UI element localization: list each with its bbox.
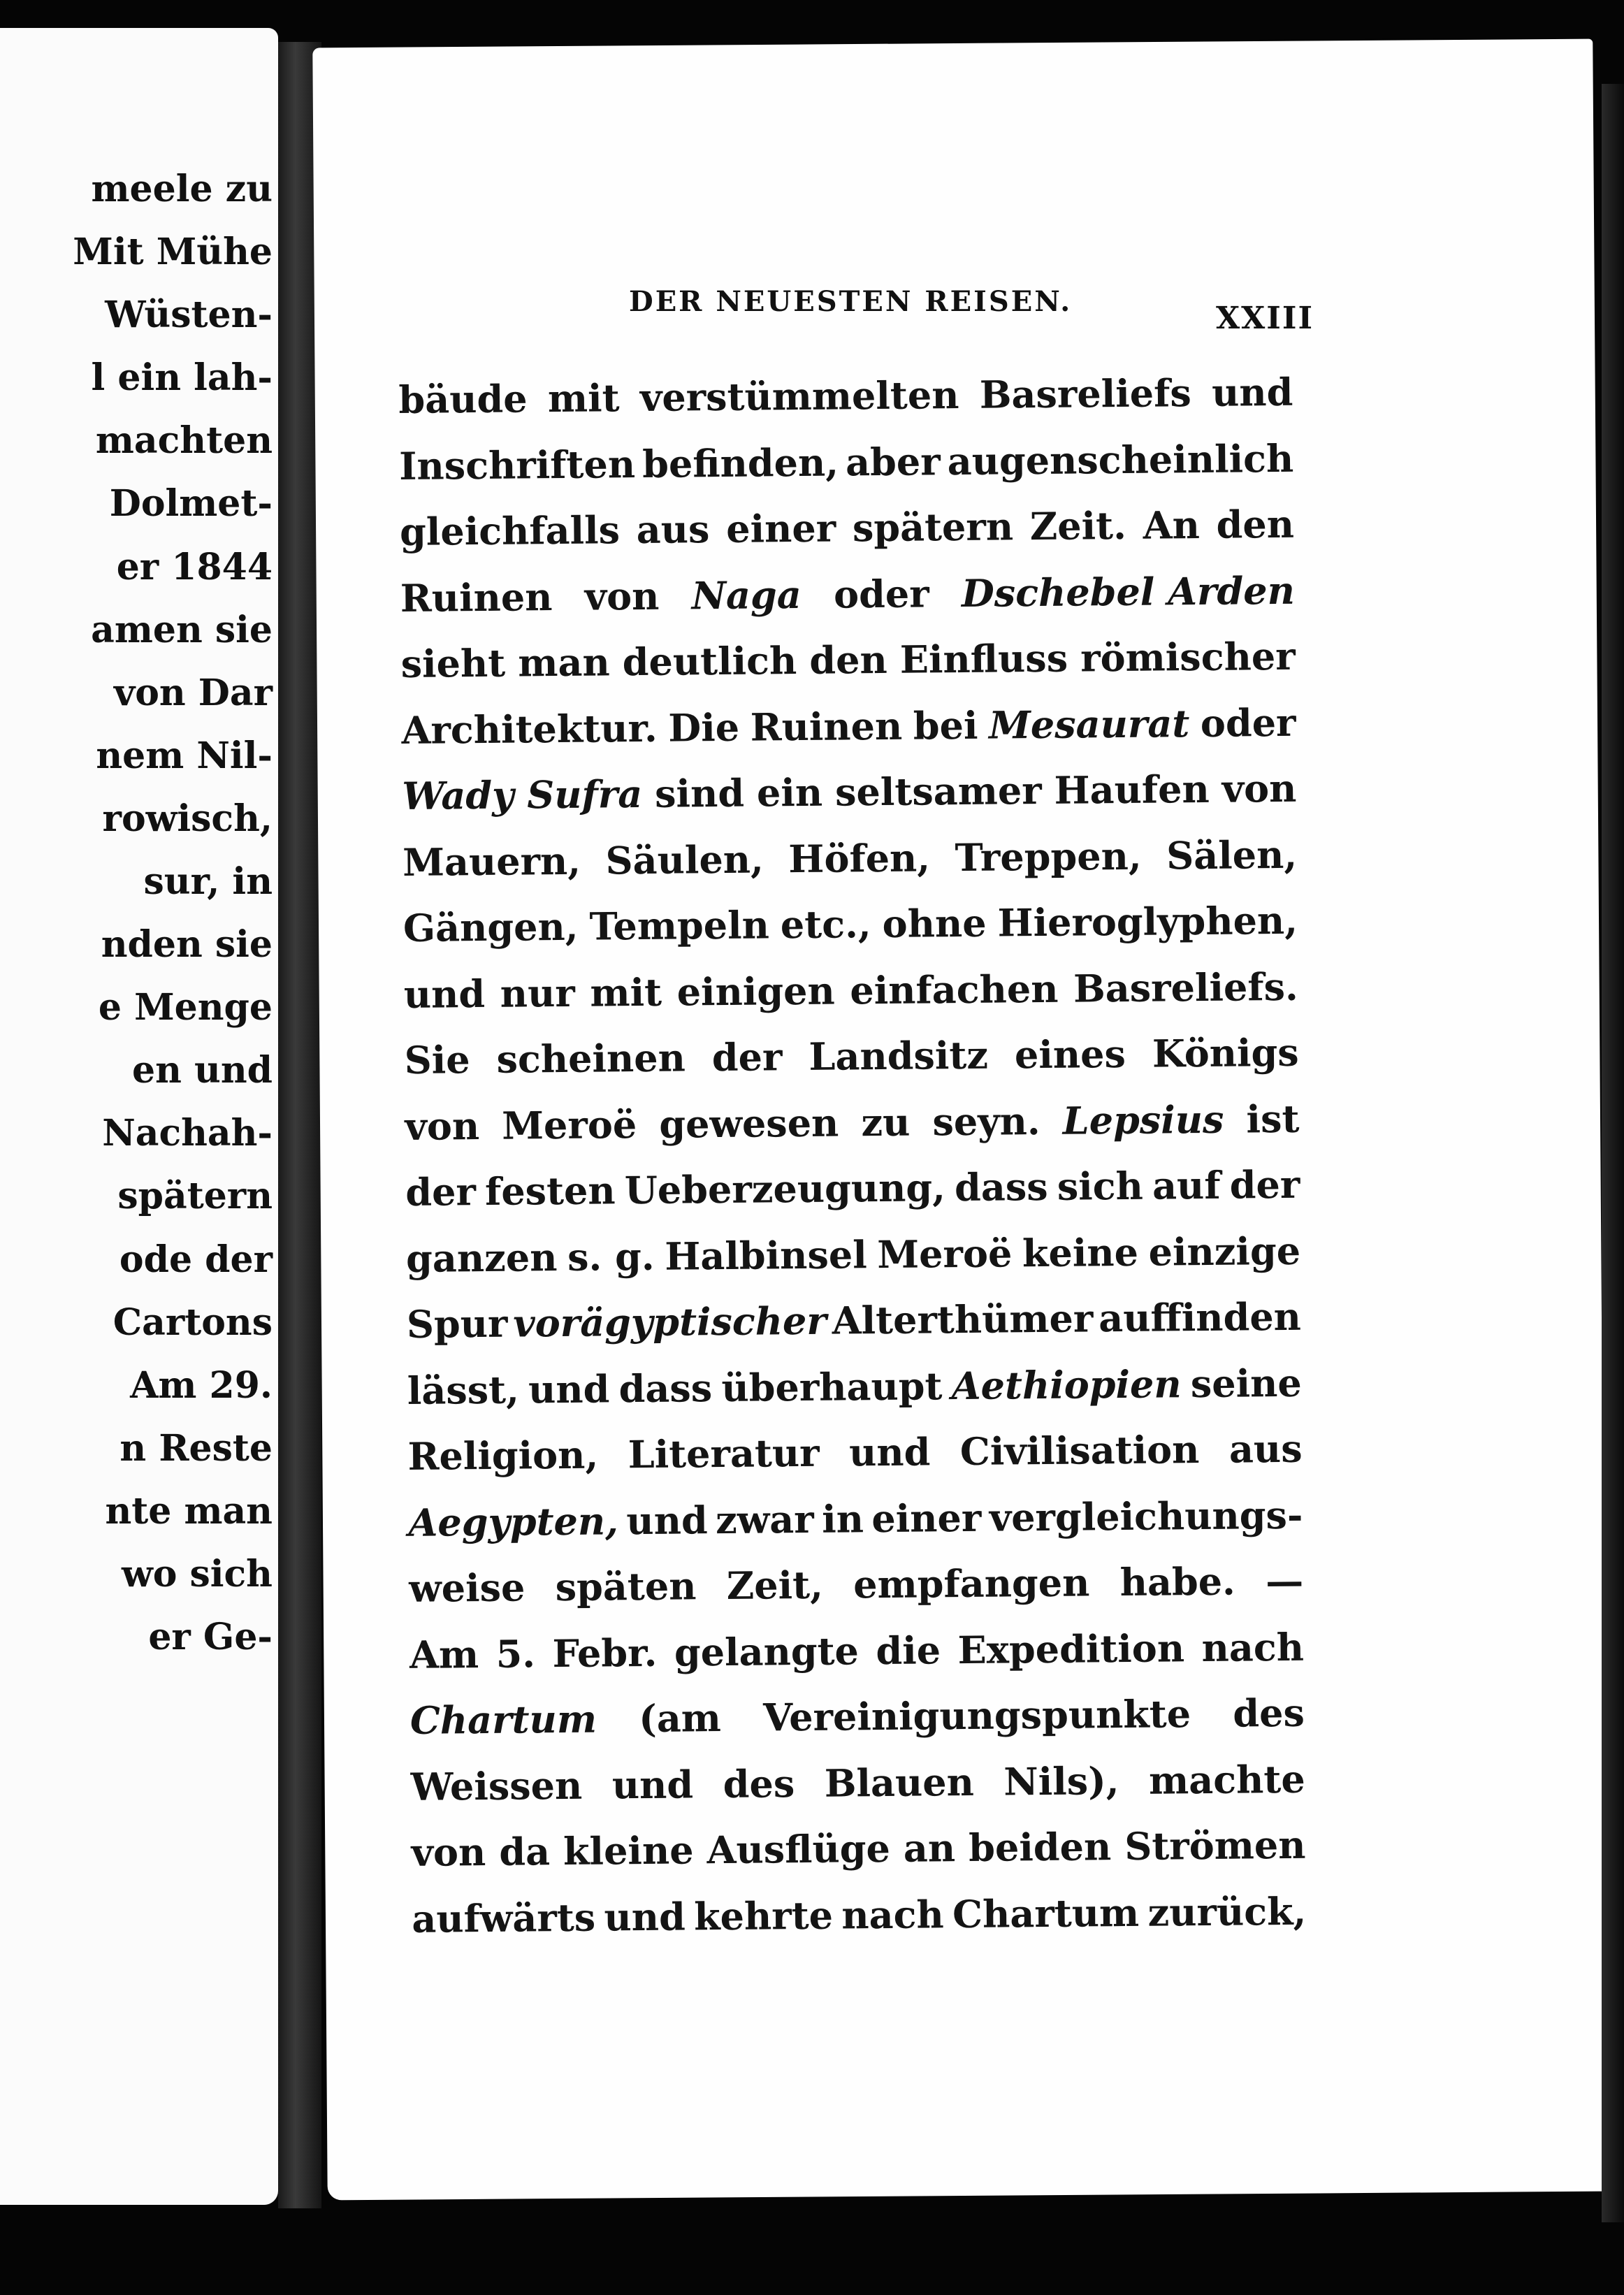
word: Meroë: [501, 1101, 637, 1148]
word: Febr.: [552, 1630, 658, 1676]
left-page-line: rowisch,: [102, 797, 273, 840]
left-page-line: Mit Mühe: [73, 231, 273, 274]
word: bäude: [398, 376, 528, 422]
word: die: [876, 1627, 941, 1673]
word: Alterthümer: [832, 1296, 1094, 1343]
word: gleichfalls: [399, 507, 621, 554]
italic-word: Dschebel Arden: [961, 567, 1296, 616]
left-page-line: er Ge-: [148, 1616, 273, 1659]
word: Einfluss: [899, 635, 1068, 682]
italic-word: vorägyptischer: [513, 1298, 827, 1346]
text-line: [400, 491, 1295, 565]
left-page-line: meele zu: [91, 168, 273, 210]
word: oder: [833, 570, 929, 617]
word: Ruinen: [400, 574, 553, 621]
word: Basreliefs.: [1073, 964, 1299, 1011]
left-page-line: spätern: [117, 1175, 273, 1218]
word: von: [584, 573, 660, 619]
word: empfangen: [853, 1560, 1090, 1607]
text-line: [411, 1812, 1306, 1886]
left-page-line: Dolmet-: [109, 482, 273, 526]
word: und: [604, 1894, 686, 1940]
left-page-line: nte man: [105, 1489, 273, 1533]
left-page-line: Cartons: [113, 1301, 273, 1344]
word: habe.: [1119, 1558, 1236, 1605]
italic-word: Lepsius: [1062, 1096, 1224, 1143]
word: späten: [555, 1563, 697, 1610]
word: kleine: [563, 1827, 694, 1874]
left-page-line: amen sie: [91, 608, 273, 651]
word: Architektur.: [401, 705, 658, 753]
word: weise: [408, 1565, 525, 1611]
word: nur: [500, 970, 576, 1016]
word: Halbinsel: [665, 1231, 867, 1279]
word: von: [405, 1103, 480, 1149]
word: ohne: [882, 900, 987, 946]
word: zurück,: [1147, 1888, 1307, 1935]
text-line: [405, 1152, 1300, 1226]
word: einer: [871, 1495, 982, 1541]
word: mit: [590, 969, 662, 1015]
left-page-line: e Menge: [98, 986, 273, 1029]
text-line: [400, 557, 1295, 631]
word: nach: [841, 1891, 945, 1938]
left-page-line: nden sie: [101, 923, 273, 966]
left-page: [0, 28, 278, 2205]
text-line: [401, 689, 1296, 763]
text-line: [402, 755, 1297, 830]
word: Weissen: [410, 1762, 583, 1809]
text-line: [412, 1878, 1307, 1952]
word: Religion,: [407, 1432, 599, 1479]
word: Die: [668, 704, 740, 751]
word: ein: [756, 769, 823, 816]
left-page-line: sur, in: [143, 860, 273, 903]
text-line: [409, 1680, 1305, 1754]
word: Haufen: [1054, 766, 1210, 813]
word: Meroë: [877, 1230, 1013, 1277]
word: Mauern,: [402, 838, 581, 885]
left-page-line: n Reste: [119, 1426, 273, 1470]
word: seine: [1190, 1360, 1302, 1406]
word: 5.: [495, 1630, 536, 1677]
word: spätern: [852, 504, 1014, 551]
word: ganzen: [405, 1234, 558, 1281]
word: Strömen: [1124, 1822, 1306, 1869]
word: deutlich: [622, 638, 797, 685]
word: mit: [547, 375, 620, 421]
word: Höfen,: [788, 834, 931, 881]
right-page-edge: [1602, 84, 1624, 2222]
word: sich: [1057, 1163, 1144, 1209]
word: seyn.: [932, 1098, 1041, 1144]
word: etc.,: [780, 902, 871, 948]
word: seltsamer: [834, 767, 1042, 815]
text-line: [403, 888, 1298, 962]
word: von: [411, 1829, 486, 1875]
word: Expedition: [957, 1625, 1185, 1672]
word: einigen: [676, 968, 835, 1015]
left-page-line: Am 29.: [130, 1363, 273, 1407]
word: Sälen,: [1166, 832, 1298, 878]
word: Nils),: [1003, 1758, 1119, 1804]
word: festen: [484, 1168, 616, 1214]
text-line: [407, 1416, 1303, 1490]
word: an: [903, 1825, 956, 1871]
word: auf: [1152, 1162, 1221, 1208]
left-page-line: Nachah-: [102, 1112, 273, 1155]
word: nach: [1201, 1624, 1305, 1670]
word: aus: [636, 507, 710, 553]
word: aber: [845, 438, 941, 484]
word: Zeit,: [726, 1562, 824, 1608]
word: gewesen: [659, 1100, 839, 1147]
word: Tempeln: [589, 902, 770, 949]
word: einzige: [1148, 1228, 1301, 1275]
word: keine: [1022, 1229, 1139, 1275]
text-line: [400, 623, 1296, 697]
word: Hieroglyphen,: [997, 897, 1298, 946]
word: den: [1216, 501, 1295, 547]
word: da: [499, 1829, 551, 1874]
word: Civilisation: [959, 1427, 1200, 1475]
word: Königs: [1152, 1029, 1299, 1076]
word: gelangte: [674, 1628, 860, 1675]
word: zu: [861, 1099, 911, 1145]
text-line: [410, 1746, 1305, 1820]
word: verstümmelten: [639, 372, 959, 420]
left-page-line: l ein lah-: [91, 356, 273, 400]
word: sind: [654, 770, 745, 816]
text-line: [408, 1482, 1303, 1556]
word: den: [809, 637, 887, 683]
word: überhaupt: [721, 1363, 943, 1410]
word: Vereinigungspunkte: [762, 1691, 1191, 1740]
word: man: [518, 639, 610, 686]
word: eines: [1014, 1031, 1126, 1078]
word: und: [848, 1429, 931, 1475]
word: oder: [1200, 700, 1296, 746]
word: und: [1211, 369, 1293, 415]
word: römischer: [1080, 633, 1296, 681]
word: Ausflüge: [706, 1825, 891, 1873]
left-page-line: machten: [95, 419, 273, 463]
word: Gängen,: [403, 904, 579, 950]
text-line: [404, 1020, 1299, 1094]
word: der: [711, 1034, 783, 1080]
word: bei: [913, 702, 978, 748]
italic-word: Aethiopien: [951, 1361, 1182, 1408]
word: einfachen: [850, 966, 1059, 1013]
word: der: [405, 1169, 477, 1215]
running-header: DER NEUESTEN REISEN.: [629, 285, 1073, 318]
word: —: [1265, 1558, 1304, 1604]
word: sieht: [400, 640, 506, 686]
word: des: [1233, 1690, 1305, 1736]
word: dass: [954, 1164, 1048, 1210]
word: dass: [618, 1365, 713, 1411]
text-line: [403, 821, 1298, 895]
word: s. g.: [567, 1233, 655, 1280]
word: vergleichungs-: [989, 1492, 1303, 1540]
word: aufwärts: [412, 1895, 596, 1941]
text-line: [405, 1085, 1300, 1159]
text-line: [407, 1284, 1302, 1358]
italic-word: Mesaurat: [988, 700, 1190, 748]
page-number: XXIII: [1216, 301, 1314, 336]
left-page-line: nem Nil-: [96, 734, 273, 777]
left-page-line: er 1844: [116, 545, 273, 588]
word: machte: [1148, 1756, 1305, 1803]
text-line: [399, 425, 1294, 499]
word: Sie: [404, 1037, 470, 1083]
word: befinden,: [641, 440, 839, 486]
word: lässt,: [407, 1367, 520, 1413]
word: (am: [638, 1695, 722, 1742]
word: und: [626, 1497, 708, 1543]
word: ist: [1246, 1096, 1300, 1141]
word: Spur: [406, 1301, 508, 1347]
word: Blauen: [824, 1759, 975, 1806]
left-page-line: en und: [132, 1049, 273, 1092]
word: Literatur: [628, 1430, 820, 1477]
word: auffinden: [1098, 1294, 1302, 1341]
word: und: [611, 1761, 694, 1807]
text-line: [406, 1217, 1301, 1291]
text-line: [409, 1548, 1304, 1622]
left-page-line: ode der: [119, 1238, 273, 1281]
text-line: [407, 1349, 1302, 1424]
word: An: [1143, 502, 1201, 548]
word: Chartum: [952, 1890, 1140, 1936]
word: Treppen,: [955, 833, 1142, 880]
left-page-line: wo sich: [121, 1553, 273, 1596]
word: zwar: [715, 1496, 814, 1542]
word: beiden: [968, 1824, 1112, 1870]
word: und: [528, 1366, 610, 1412]
italic-word: Naga: [691, 572, 802, 618]
word: und: [403, 971, 486, 1017]
italic-word: Chartum: [409, 1696, 597, 1743]
word: augenscheinlich: [947, 435, 1294, 484]
italic-word: Aegypten,: [408, 1498, 619, 1545]
word: Zeit.: [1029, 502, 1127, 549]
word: Landsitz: [809, 1032, 989, 1079]
word: Ueberzeugung,: [624, 1165, 946, 1213]
word: von: [1221, 765, 1297, 811]
word: einer: [725, 505, 836, 551]
page-body-text: [398, 359, 1307, 1952]
word: der: [1229, 1161, 1300, 1208]
italic-word: Wady Sufra: [402, 771, 643, 818]
text-line: [398, 359, 1293, 433]
word: in: [821, 1496, 864, 1542]
word: Ruinen: [750, 703, 903, 750]
word: Am: [409, 1631, 479, 1677]
word: des: [723, 1760, 795, 1807]
word: aus: [1228, 1426, 1303, 1472]
text-line: [409, 1614, 1305, 1688]
word: Inschriften: [398, 441, 636, 488]
word: scheinen: [496, 1035, 686, 1082]
word: Basreliefs: [979, 370, 1191, 417]
word: Säulen,: [605, 836, 764, 883]
word: kehrte: [693, 1892, 834, 1939]
text-line: [403, 953, 1298, 1027]
left-page-line: Wüsten-: [105, 294, 273, 337]
left-page-line: von Dar: [114, 671, 273, 714]
